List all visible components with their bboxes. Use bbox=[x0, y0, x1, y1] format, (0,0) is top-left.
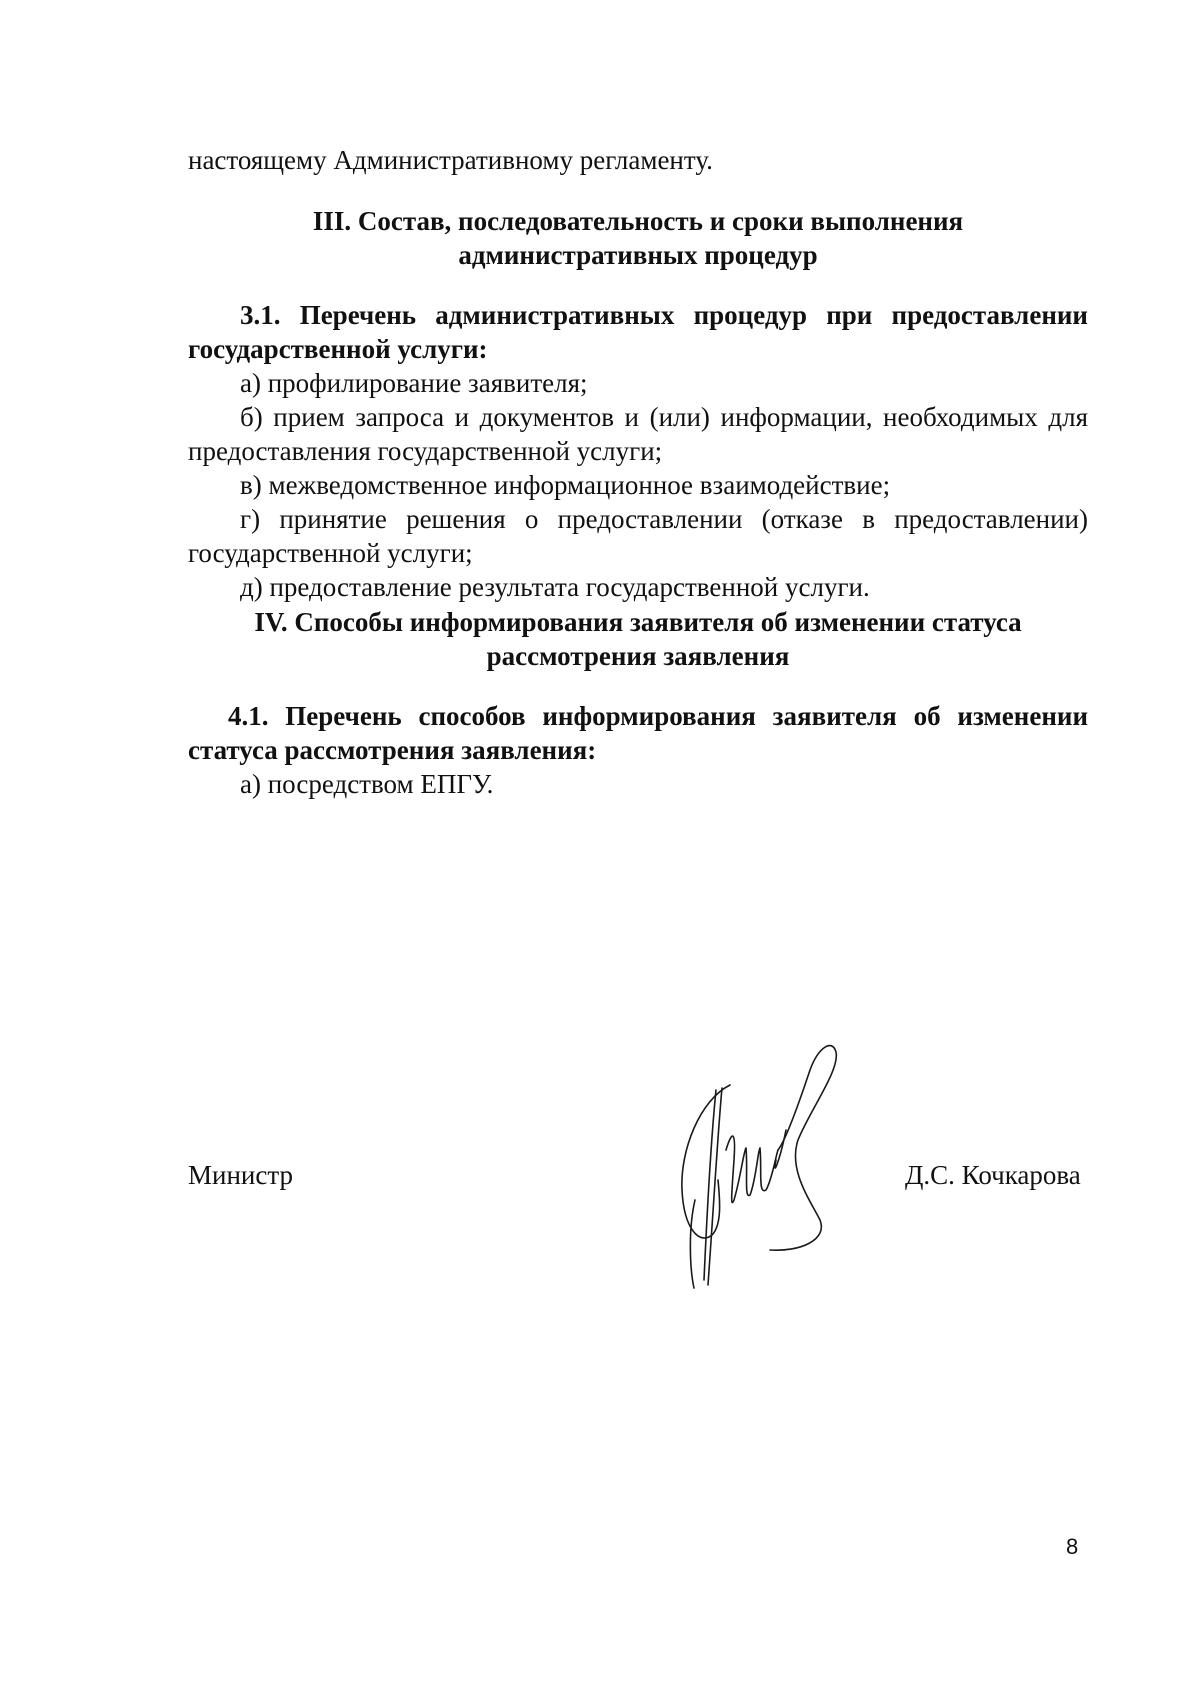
section-4-heading-line2: рассмотрения заявления bbox=[486, 641, 790, 671]
list-item: д) предоставление результата государственной услуги. bbox=[240, 572, 870, 602]
list-item: в) межведомственное информационное взаимодействие; bbox=[240, 470, 891, 500]
section-3-heading bbox=[188, 204, 1088, 272]
page-number: 8 bbox=[1066, 1534, 1079, 1559]
list-item: б) прием запроса и документов и (или) информации, необходимых для предоставления государственной услуги; bbox=[188, 402, 1088, 466]
section-4-heading-line1: IV. Способы информирования заявителя об изменении статуса bbox=[254, 607, 1022, 637]
section-4-heading bbox=[188, 605, 1088, 673]
continuation-line: настоящему Административному регламенту. bbox=[188, 145, 713, 175]
list-item: а) профилирование заявителя; bbox=[240, 368, 588, 398]
section-3-heading-line2: административных процедур bbox=[458, 240, 818, 270]
signer-name: Д.С. Кочкарова bbox=[905, 1160, 1081, 1190]
section-3-heading-line1: III. Состав, последовательность и сроки выполнения bbox=[312, 206, 964, 236]
handwritten-signature bbox=[660, 1030, 860, 1290]
section-3-1-subheading: 3.1. Перечень административных процедур при предоставлении государственной услуги: bbox=[188, 300, 1088, 364]
minister-title: Министр bbox=[188, 1160, 293, 1190]
section-4-body bbox=[188, 699, 1088, 801]
section-4-1-subheading: 4.1. Перечень способов информирования заявителя об изменении статуса рассмотрения заявления: bbox=[188, 701, 1088, 765]
text-continuation bbox=[188, 143, 1088, 177]
section-3-body bbox=[188, 298, 1088, 604]
list-item: а) посредством ЕПГУ. bbox=[240, 769, 494, 799]
list-item: г) принятие решения о предоставлении (отказе в предоставлении) государственной услуги; bbox=[188, 504, 1088, 568]
